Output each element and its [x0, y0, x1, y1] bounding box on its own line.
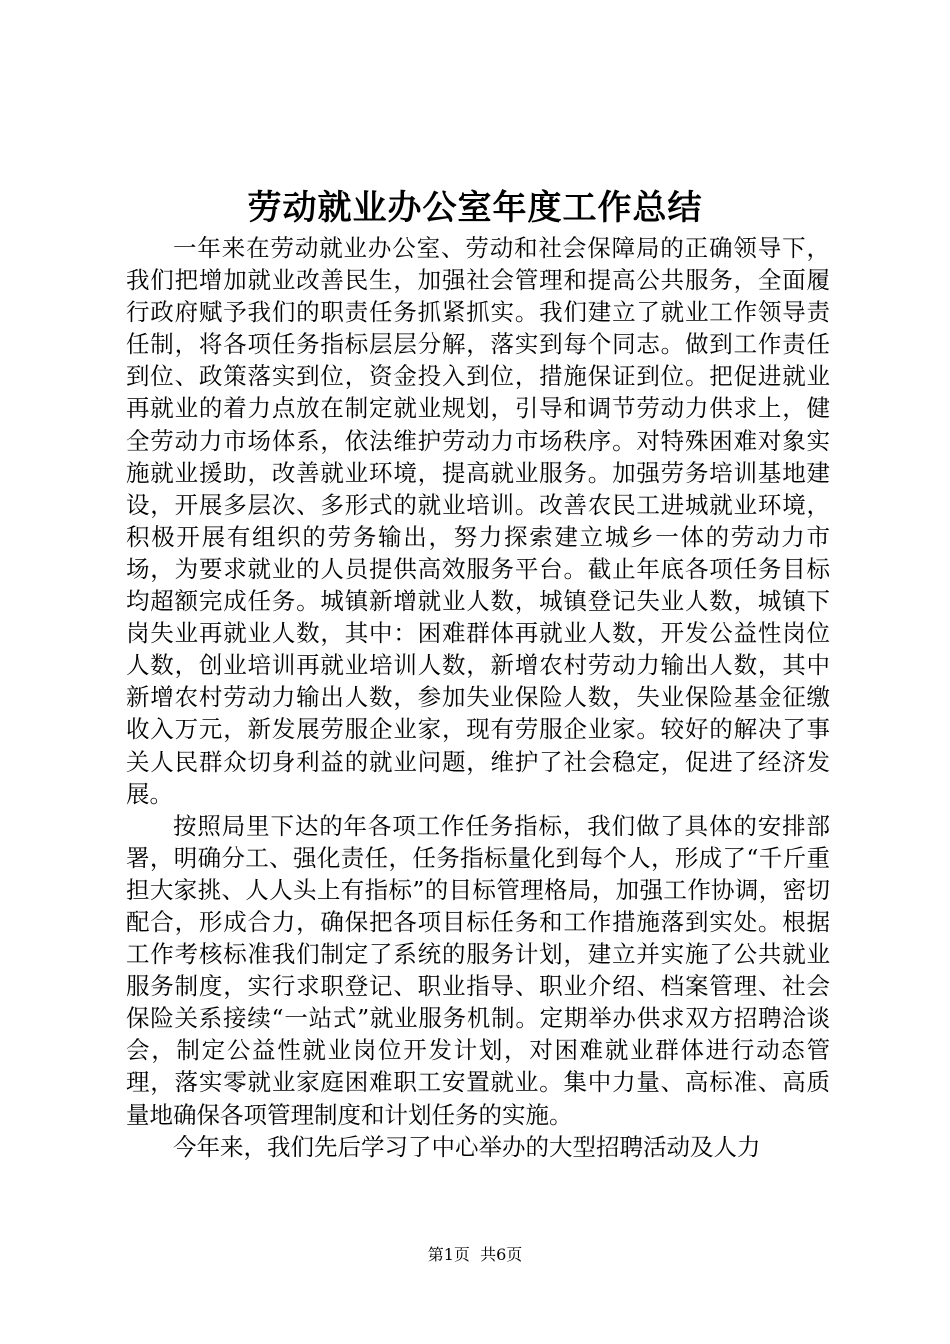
footer-separator: [470, 1245, 480, 1264]
paragraph-3: 今年来，我们先后学习了中心举办的大型招聘活动及人力: [173, 1132, 761, 1161]
page-total: 共6页: [480, 1245, 523, 1264]
paragraph-2: 按照局里下达的年各项工作任务指标，我们做了具体的安排部署，明确分工、强化责任，任务指标量化到每个人，形成了“千斤重担大家挑、人人头上有指标”的目标管理格局，加强工作协调，密切配合，形成合力，确保把各项目标任务和工作措施落到实处。根据工作考核标准我们制定了系统的服务计划，建立并实施了公共就业服务制度，实行求职登记、职业指导、职业介绍、档案管理、社会保险关系接续“一站式”就业服务机制。定期举办供求双方招聘洽谈会，制定公益性就业岗位开发计划，对困难就业群体进行动态管理，落实零就业家庭困难职工安置就业。集中力量、高标准、高质量地确保各项管理制度和计划任务的实施。: [126, 811, 830, 1129]
paragraph-1: 一年来在劳动就业办公室、劳动和社会保障局的正确领导下，我们把增加就业改善民生，加强社会管理和提高公共服务，全面履行政府赋予我们的职责任务抓紧抓实。我们建立了就业工作领导责任制，将各项任务指标层层分解，落实到每个同志。做到工作责任到位、政策落实到位，资金投入到位，措施保证到位。把促进就业再就业的着力点放在制定就业规划，引导和调节劳动力供求上，健全劳动力市场体系，依法维护劳动力市场秩序。对特殊困难对象实施就业援助，改善就业环境，提高就业服务。加强劳务培训基地建设，开展多层次、多形式的就业培训。改善农民工进城就业环境，积极开展有组织的劳务输出，努力探索建立城乡一体的劳动力市场，为要求就业的人员提供高效服务平台。截止年底各项任务目标均超额完成任务。城镇新增就业人数，城镇登记失业人数，城镇下岗失业再就业人数，其中：困难群体再就业人数，开发公益性岗位人数，创业培训再就业培训人数，新增农村劳动力输出人数，其中新增农村劳动力输出人数，参加失业保险人数，失业保险基金征缴收入万元，新发展劳服企业家，现有劳服企业家。较好的解决了事关人民群众切身利益的就业问题，维护了社会稳定，促进了经济发展。: [126, 234, 830, 808]
page-footer: [0, 1243, 950, 1267]
document-body: [126, 232, 830, 1163]
page-number: 第1页: [427, 1245, 470, 1264]
document-title: 劳动就业办公室年度工作总结: [247, 188, 703, 228]
